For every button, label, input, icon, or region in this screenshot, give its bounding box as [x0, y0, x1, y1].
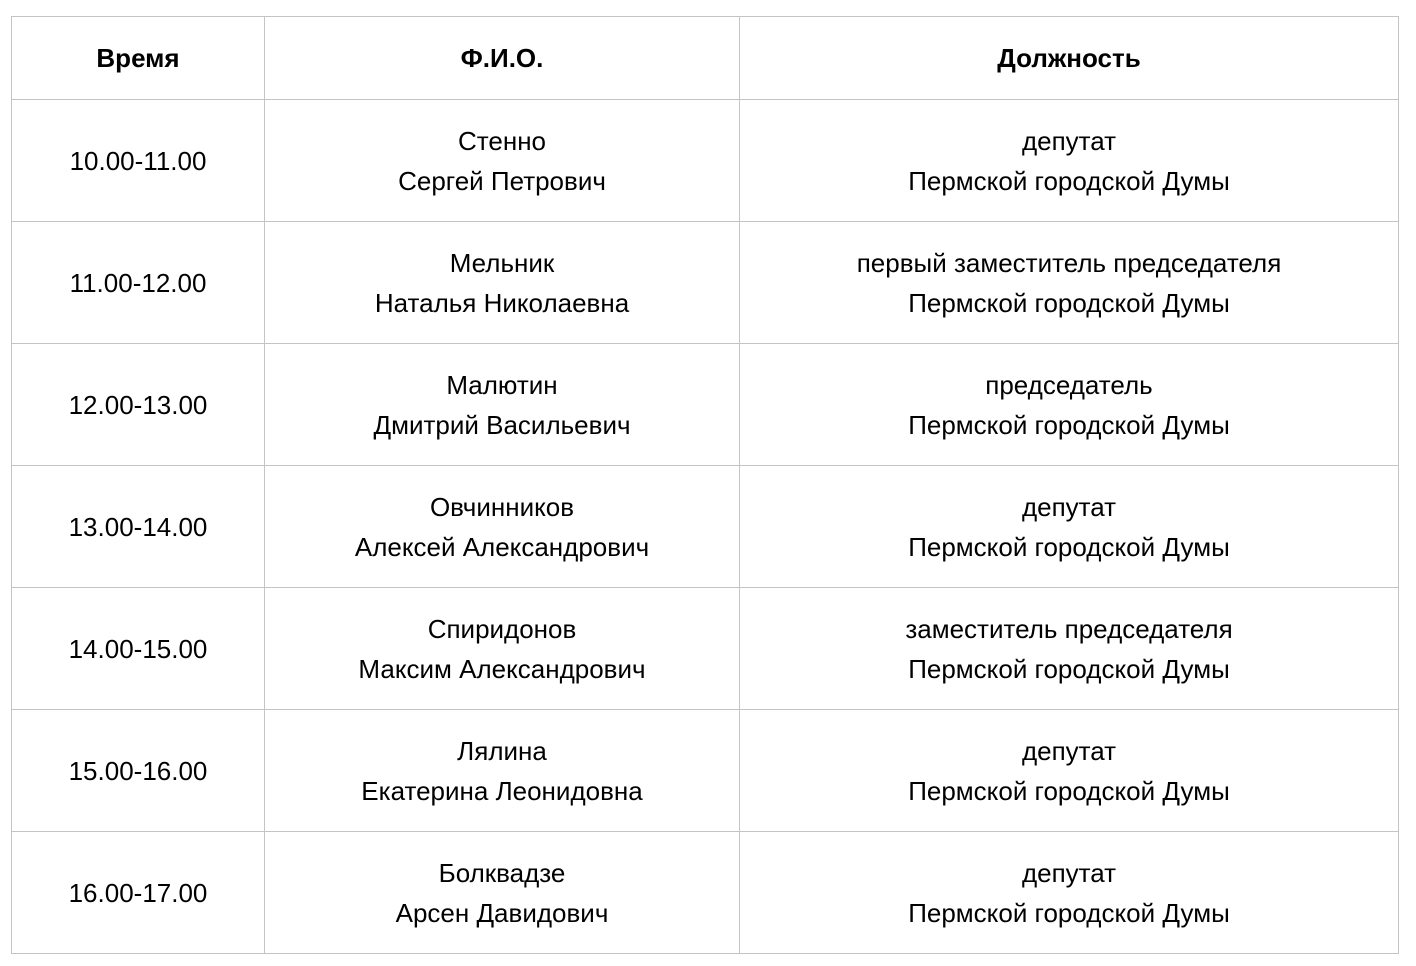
- position-organization: Пермской городской Думы: [908, 775, 1230, 806]
- name-cell: [265, 344, 740, 466]
- position-organization: Пермской городской Думы: [908, 897, 1230, 928]
- surname: Лялина: [457, 735, 547, 766]
- table-row: [12, 222, 1399, 344]
- table-row: [12, 588, 1399, 710]
- position-organization: Пермской городской Думы: [908, 165, 1230, 196]
- given-names: Максим Александрович: [358, 653, 646, 684]
- surname: Спиридонов: [427, 613, 577, 644]
- table-row: [12, 710, 1399, 832]
- table-row: [12, 832, 1399, 954]
- position-organization: Пермской городской Думы: [908, 409, 1230, 440]
- surname: Болквадзе: [438, 857, 566, 888]
- position-title: депутат: [1021, 857, 1117, 888]
- position-organization: Пермской городской Думы: [908, 287, 1230, 318]
- surname: Малютин: [446, 369, 558, 400]
- position-cell: [740, 100, 1399, 222]
- name-cell: [265, 710, 740, 832]
- given-names: Сергей Петрович: [398, 165, 606, 196]
- header-time: Время: [12, 17, 265, 100]
- time-cell: 11.00-12.00: [12, 222, 265, 344]
- given-names: Екатерина Леонидовна: [361, 775, 643, 806]
- position-organization: Пермской городской Думы: [908, 653, 1230, 684]
- surname: Стенно: [457, 125, 547, 156]
- surname: Мельник: [449, 247, 555, 278]
- position-cell: [740, 344, 1399, 466]
- name-cell: [265, 100, 740, 222]
- given-names: Дмитрий Васильевич: [373, 409, 631, 440]
- position-cell: [740, 710, 1399, 832]
- position-title: председатель: [985, 369, 1153, 400]
- reception-schedule-table: [11, 16, 1399, 954]
- position-title: депутат: [1021, 125, 1117, 156]
- table-header-row: [12, 17, 1399, 100]
- table-row: [12, 100, 1399, 222]
- position-organization: Пермской городской Думы: [908, 531, 1230, 562]
- header-name: Ф.И.О.: [265, 17, 740, 100]
- table-row: [12, 466, 1399, 588]
- position-cell: [740, 222, 1399, 344]
- name-cell: [265, 466, 740, 588]
- name-cell: [265, 222, 740, 344]
- time-cell: 16.00-17.00: [12, 832, 265, 954]
- given-names: Наталья Николаевна: [374, 287, 630, 318]
- header-position: Должность: [740, 17, 1399, 100]
- time-cell: 15.00-16.00: [12, 710, 265, 832]
- position-title: депутат: [1021, 491, 1117, 522]
- time-cell: 14.00-15.00: [12, 588, 265, 710]
- name-cell: [265, 832, 740, 954]
- given-names: Алексей Александрович: [354, 531, 650, 562]
- given-names: Арсен Давидович: [395, 897, 609, 928]
- table-row: [12, 344, 1399, 466]
- time-cell: 10.00-11.00: [12, 100, 265, 222]
- position-title: первый заместитель председателя: [856, 247, 1282, 278]
- position-cell: [740, 832, 1399, 954]
- time-cell: 12.00-13.00: [12, 344, 265, 466]
- position-title: депутат: [1021, 735, 1117, 766]
- name-cell: [265, 588, 740, 710]
- position-cell: [740, 466, 1399, 588]
- position-cell: [740, 588, 1399, 710]
- time-cell: 13.00-14.00: [12, 466, 265, 588]
- surname: Овчинников: [429, 491, 575, 522]
- position-title: заместитель председателя: [905, 613, 1233, 644]
